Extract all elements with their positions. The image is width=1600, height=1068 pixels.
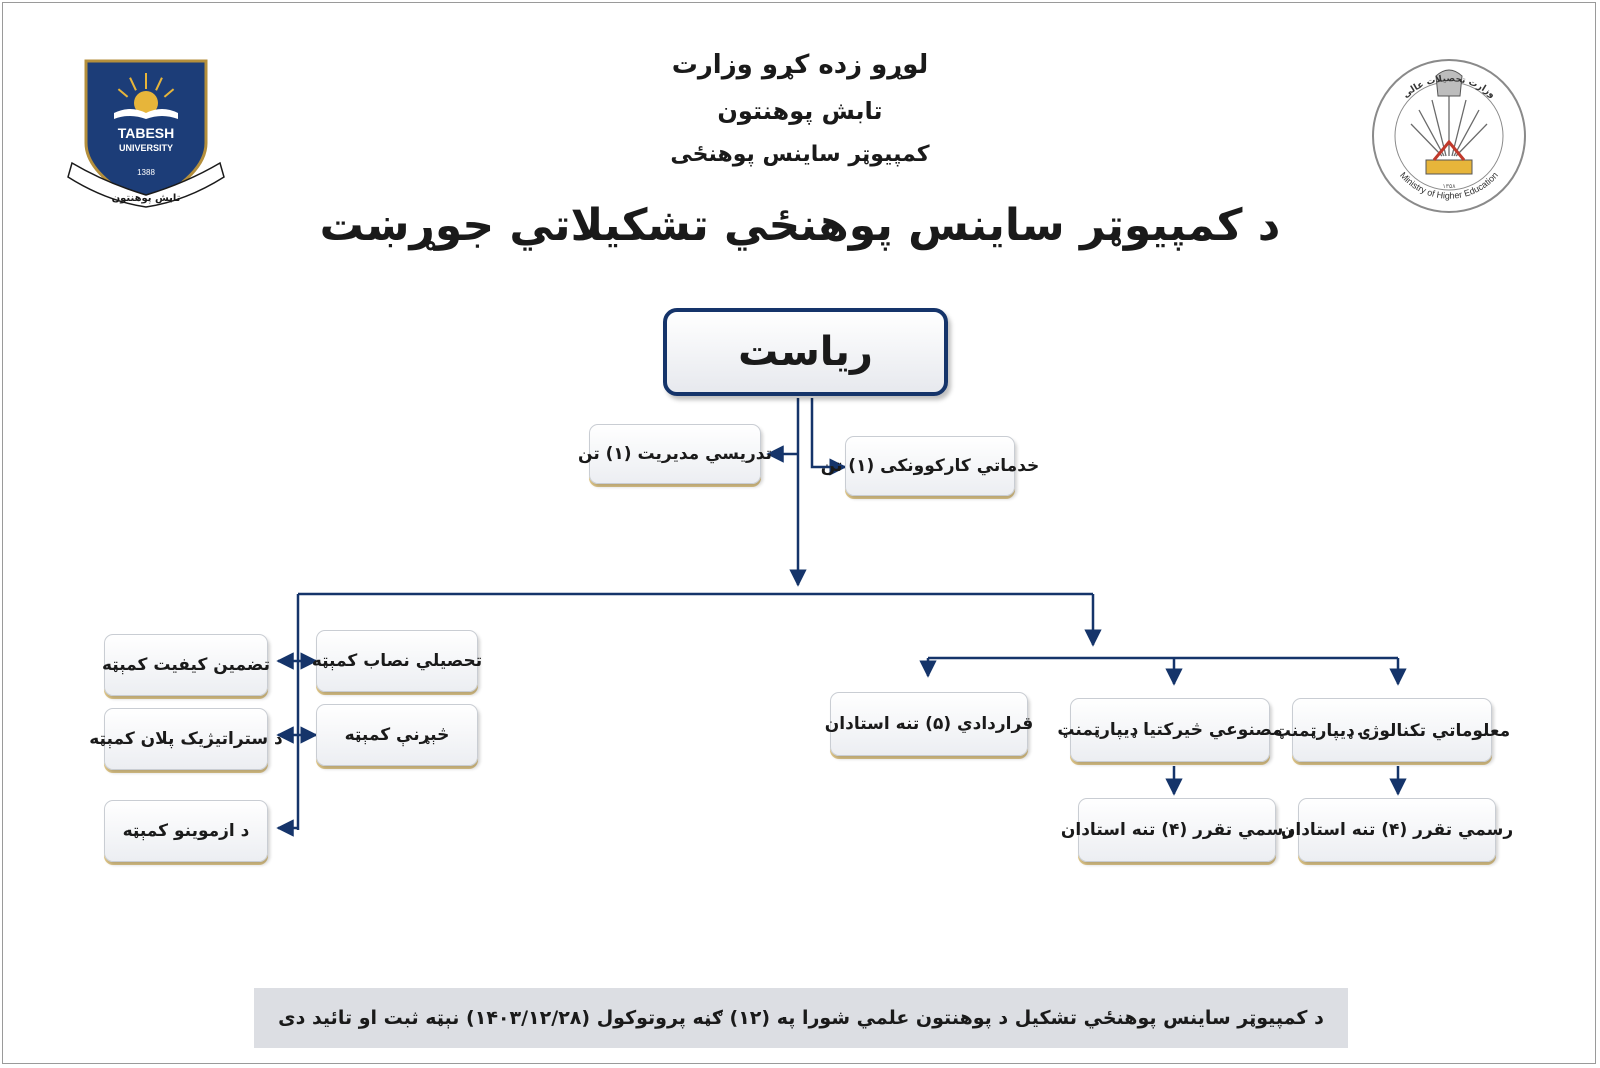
ai-staff-box (1060, 798, 1294, 862)
strategic-committee-label: د ستراتیژیک پلان کمېټه (89, 729, 283, 749)
seal-name-en: Ministry of Higher Education (1398, 170, 1500, 201)
exams-committee-label: د ازموینو کمېټه (122, 821, 250, 841)
ai-staff-label: رسمي تقرر (۴) تنه استادان (1060, 820, 1294, 840)
it-department-label: معلوماتي تکنالوژۍ ډیپارټمنټ (1273, 720, 1511, 741)
research-committee-box (316, 704, 478, 766)
admin-staff-label: خدماتي کارکوونکی (۱) تن (820, 456, 1040, 476)
contract-faculty-label: قراردادي (۵) تنه استادان (824, 714, 1034, 734)
contract-faculty-box (824, 692, 1034, 756)
page-title: د کمپیوټر ساینس پوهنځي تشکیلاتي جوړښت (319, 200, 1281, 251)
logo-name-line2: UNIVERSITY (118, 143, 174, 153)
logo-year: 1388 (137, 168, 155, 177)
logo-ps-name: تابش پوهنتون (111, 193, 181, 204)
ai-department-box (1057, 698, 1283, 762)
admin-staff-box (820, 436, 1040, 496)
ministry-heading: لوړو زده کړو وزارت (671, 50, 929, 80)
teaching-admin-box (578, 424, 772, 484)
approval-note-text: د کمپیوټر ساینس پوهنځي تشکیل د پوهنتون علمي شورا په (۱۲) ګڼه پروتوکول (۱۴۰۳/۱۲/۲۸) نېټه ثبت او تائید دی (278, 1007, 1324, 1029)
strategic-committee-box (89, 708, 283, 770)
presidency-label: ریاست (738, 329, 873, 375)
it-staff-box (1280, 798, 1514, 862)
it-department-box (1273, 698, 1511, 762)
university-heading: تابش پوهنتون (717, 97, 883, 125)
ai-department-label: مصنوعي څیرکتیا ډیپارټمنټ (1057, 720, 1283, 740)
approval-note (254, 988, 1348, 1048)
it-staff-label: رسمي تقرر (۴) تنه استادان (1280, 820, 1514, 840)
faculty-heading: کمپیوټر ساینس پوهنځی (670, 142, 930, 167)
presidency-box (663, 308, 948, 396)
exams-committee-box (104, 800, 268, 862)
seal-name-fa: وزارت تحصیلات عالی (1401, 74, 1497, 101)
quality-committee-label: تضمین کیفیت کمېټه (101, 655, 271, 675)
research-committee-label: څېړنې کمېټه (344, 725, 450, 745)
quality-committee-box (101, 634, 271, 696)
svg-text:۱۳۵۸: ۱۳۵۸ (1442, 183, 1456, 190)
curriculum-committee-label: تحصیلي نصاب کمېټه (311, 651, 483, 671)
curriculum-committee-box (311, 630, 483, 692)
logo-name-line1: TABESH (117, 125, 175, 141)
teaching-admin-label: تدریسي مدیریت (۱) تن (578, 444, 772, 464)
